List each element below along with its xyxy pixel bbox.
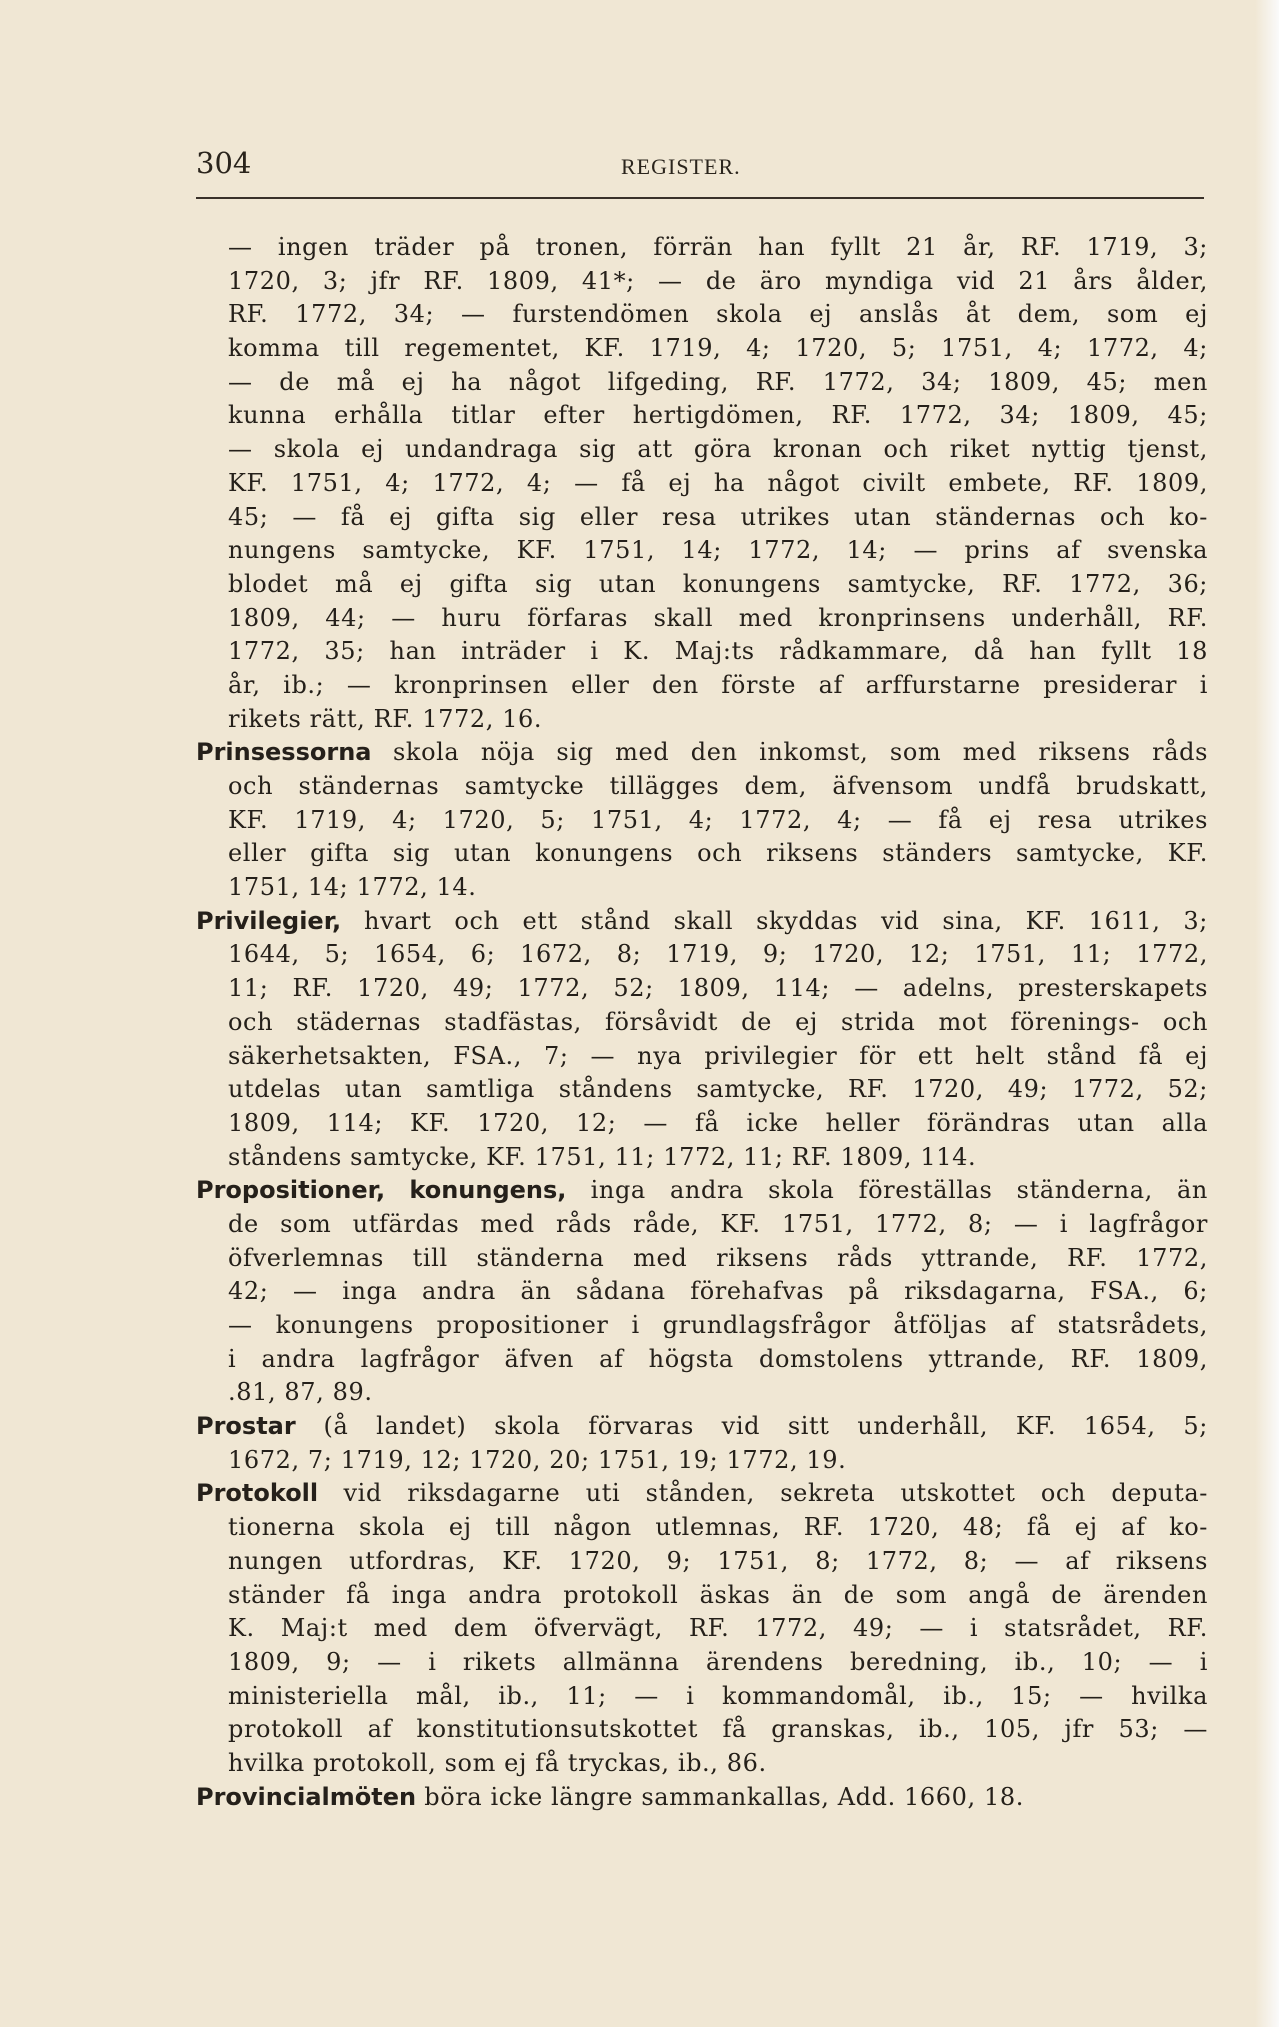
line-text: hvart och ett stånd skall skyddas vid sina, KF. 1611, 3; <box>341 906 1208 935</box>
line-text: år, ib.; — kronprinsen eller den förste af arffurstarne presiderar i <box>228 670 1208 699</box>
entry-line <box>196 1781 1208 1815</box>
line-text: protokoll af konstitutionsutskottet få granskas, ib., 105, jfr 53; — <box>228 1715 1208 1744</box>
text-line <box>196 1073 1208 1107</box>
text-line <box>196 1444 1208 1478</box>
line-text: — skola ej undandraga sig att göra kronan och riket nyttig tjenst, <box>228 435 1208 464</box>
line-text: KF. 1719, 4; 1720, 5; 1751, 4; 1772, 4; — få ej resa utrikes <box>228 805 1208 834</box>
line-text: — de må ej ha något lifgeding, RF. 1772, 34; 1809, 45; men <box>228 367 1208 396</box>
line-text: 1809, 114; KF. 1720, 12; — få icke heller förändras utan alla <box>228 1108 1208 1137</box>
text-line <box>196 1242 1208 1276</box>
line-text: RF. 1772, 34; — furstendömen skola ej anslås åt dem, som ej <box>228 300 1208 329</box>
text-line <box>196 972 1208 1006</box>
entry-line <box>196 1477 1208 1511</box>
line-text: — ingen träder på tronen, förrän han fyllt 21 år, RF. 1719, 3; <box>228 233 1208 261</box>
text-line <box>196 534 1208 568</box>
text-line <box>196 1376 1208 1410</box>
entry-heading: Protokoll <box>196 1479 319 1508</box>
page-header <box>196 146 1204 186</box>
line-text: ministeriella mål, ib., 11; — i kommandomål, ib., 15; — hvilka <box>228 1681 1208 1710</box>
header-rule <box>196 197 1204 199</box>
text-line <box>196 1208 1208 1242</box>
line-text: eller gifta sig utan konungens och riksens ständers samtycke, KF. <box>228 839 1208 868</box>
text-line <box>196 1511 1208 1545</box>
line-text: 1751, 14; 1772, 14. <box>228 873 477 902</box>
line-text: 1720, 3; jfr RF. 1809, 41*; — de äro myndiga vid 21 års ålder, <box>228 266 1208 295</box>
line-text: kunna erhålla titlar efter hertigdömen, RF. 1772, 34; 1809, 45; <box>228 401 1208 430</box>
text-line <box>196 1141 1208 1175</box>
text-line <box>196 1646 1208 1680</box>
text-line <box>196 770 1208 804</box>
page-number: 304 <box>196 146 252 180</box>
line-text: de som utfärdas med råds råde, KF. 1751, 1772, 8; — i lagfrågor <box>228 1209 1208 1238</box>
text-line <box>196 399 1208 433</box>
line-text: inga andra skola föreställas ständerna, än <box>566 1176 1208 1205</box>
text-line <box>196 501 1208 535</box>
line-text: i andra lagfrågor äfven af högsta domstolens yttrande, RF. 1809, <box>228 1344 1208 1373</box>
line-text: utdelas utan samtliga ståndens samtycke, RF. 1720, 49; 1772, 52; <box>228 1075 1208 1104</box>
line-text: ståndens samtycke, KF. 1751, 11; 1772, 11; RF. 1809, 114. <box>228 1142 977 1171</box>
text-line <box>196 1343 1208 1377</box>
text-line <box>196 635 1208 669</box>
line-text: och städernas stadfästas, försåvidt de ej strida mot förenings- och <box>228 1007 1208 1036</box>
text-line <box>196 1747 1208 1781</box>
line-text: säkerhetsakten, FSA., 7; — nya privilegier för ett helt stånd få ej <box>228 1041 1208 1070</box>
text-line <box>196 1309 1208 1343</box>
text-line <box>196 366 1208 400</box>
text-line <box>196 1107 1208 1141</box>
text-line <box>196 1040 1208 1074</box>
line-text: ständer få inga andra protokoll äskas än de som angå de ärenden <box>228 1580 1208 1609</box>
line-text: skola nöja sig med den inkomst, som med riksens råds <box>371 738 1208 767</box>
text-line <box>196 602 1208 636</box>
text-line <box>196 467 1208 501</box>
page-edge <box>1255 0 1279 2027</box>
text-line <box>196 1545 1208 1579</box>
line-text: och ständernas samtycke tillägges dem, äfvensom undfå brudskatt, <box>228 772 1208 800</box>
text-line <box>196 703 1208 737</box>
line-text: KF. 1751, 4; 1772, 4; — få ej ha något civilt embete, RF. 1809, <box>228 468 1208 497</box>
line-text: nungen utfordras, KF. 1720, 9; 1751, 8; 1772, 8; — af riksens <box>228 1546 1208 1575</box>
line-text: 1644, 5; 1654, 6; 1672, 8; 1719, 9; 1720, 12; 1751, 11; 1772, <box>228 940 1208 969</box>
entry-line <box>196 905 1208 939</box>
line-text: hvilka protokoll, som ej få tryckas, ib., 86. <box>228 1748 767 1777</box>
line-text: 1809, 44; — huru förfaras skall med kronprinsens underhåll, RF. <box>228 603 1208 632</box>
line-text: blodet må ej gifta sig utan konungens samtycke, RF. 1772, 36; <box>228 569 1208 598</box>
text-line <box>196 265 1208 299</box>
entry-heading: Provincialmöten <box>196 1782 417 1811</box>
text-line <box>196 669 1208 703</box>
entry-heading: Prostar <box>196 1412 296 1441</box>
line-text: komma till regementet, KF. 1719, 4; 1720, 5; 1751, 4; 1772, 4; <box>228 334 1208 363</box>
running-head: REGISTER. <box>621 154 741 179</box>
text-line <box>196 433 1208 467</box>
line-text: K. Maj:t med dem öfvervägt, RF. 1772, 49; — i statsrådet, RF. <box>228 1614 1208 1643</box>
entry-heading: Privilegier, <box>196 906 342 935</box>
text-line <box>196 871 1208 905</box>
register-text <box>196 231 1208 1814</box>
entry-line <box>196 736 1208 770</box>
line-text: .81, 87, 89. <box>228 1378 373 1407</box>
text-line <box>196 1275 1208 1309</box>
line-text: 1672, 7; 1719, 12; 1720, 20; 1751, 19; 1772, 19. <box>228 1445 847 1474</box>
text-line <box>196 1680 1208 1714</box>
text-line <box>196 1579 1208 1613</box>
entry-line <box>196 1410 1208 1444</box>
line-text: — konungens propositioner i grundlagsfrågor åtföljas af statsrådets, <box>228 1311 1208 1339</box>
line-text: vid riksdagarne uti stånden, sekreta utskottet och deputa- <box>318 1479 1208 1508</box>
text-line <box>196 938 1208 972</box>
entry-heading: Prinsessorna <box>196 738 372 767</box>
text-line <box>196 1006 1208 1040</box>
line-text: 1809, 9; — i rikets allmänna ärendens beredning, ib., 10; — i <box>228 1647 1208 1676</box>
text-line <box>196 804 1208 838</box>
line-text: nungens samtycke, KF. 1751, 14; 1772, 14; — prins af svenska <box>228 536 1208 565</box>
line-text: (å landet) skola förvaras vid sitt underhåll, KF. 1654, 5; <box>295 1412 1208 1441</box>
line-text: 42; — inga andra än sådana förehafvas på riksdagarna, FSA., 6; <box>228 1277 1208 1306</box>
text-line <box>196 837 1208 871</box>
text-line <box>196 1612 1208 1646</box>
text-line <box>196 332 1208 366</box>
line-text: rikets rätt, RF. 1772, 16. <box>228 704 543 733</box>
line-text: böra icke längre sammankallas, Add. 1660, 18. <box>416 1782 1024 1811</box>
line-text: 11; RF. 1720, 49; 1772, 52; 1809, 114; — adelns, presterskapets <box>228 974 1208 1003</box>
line-text: 45; — få ej gifta sig eller resa utrikes utan ständernas och ko- <box>228 502 1208 531</box>
line-text: tionerna skola ej till någon utlemnas, RF. 1720, 48; få ej af ko- <box>228 1513 1208 1542</box>
entry-heading: Propositioner, konungens, <box>196 1176 567 1205</box>
entry-line <box>196 1174 1208 1208</box>
text-line <box>196 231 1208 265</box>
line-text: öfverlemnas till ständerna med riksens råds yttrande, RF. 1772, <box>228 1243 1208 1272</box>
text-line <box>196 298 1208 332</box>
text-line <box>196 1713 1208 1747</box>
line-text: 1772, 35; han inträder i K. Maj:ts rådkammare, då han fyllt 18 <box>228 637 1208 666</box>
text-line <box>196 568 1208 602</box>
